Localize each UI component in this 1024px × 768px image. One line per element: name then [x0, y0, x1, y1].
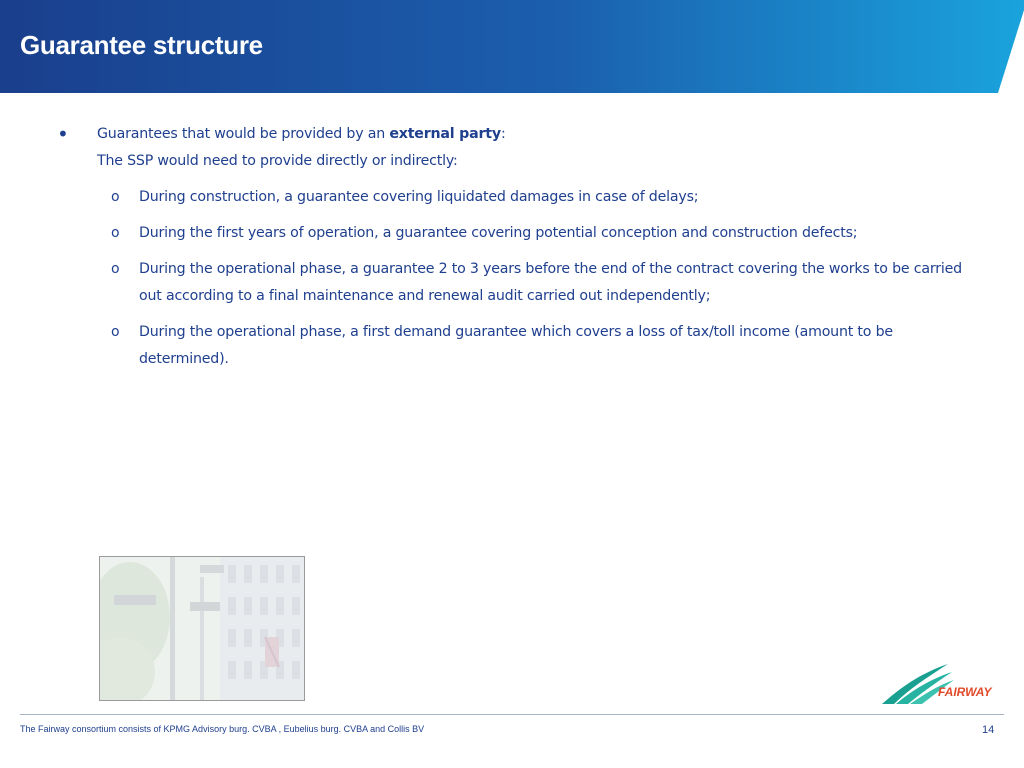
- fairway-swoosh-icon: [878, 660, 996, 708]
- sub-item-1: During construction, a guarantee covering liquidated damages in case of delays;: [139, 189, 699, 205]
- intro-prefix: Guarantees that would be provided by an: [97, 126, 390, 142]
- sub-marker: o: [111, 225, 120, 241]
- sub-item-2: During the first years of operation, a guarantee covering potential conception and construction defects;: [139, 225, 858, 241]
- footer-divider: [20, 714, 1004, 715]
- logo-text: FAIRWAY: [938, 685, 992, 699]
- sub-marker: o: [111, 189, 120, 205]
- intro-line-2: The SSP would need to provide directly or indirectly:: [97, 153, 458, 169]
- footer-text: The Fairway consortium consists of KPMG Advisory burg. CVBA , Eubelius burg. CVBA and Collis BV: [20, 724, 425, 734]
- sub-marker: o: [111, 261, 120, 277]
- sub-item-4-line-2: determined).: [139, 351, 229, 367]
- sub-marker: o: [111, 324, 120, 340]
- sub-item-3-line-1: During the operational phase, a guarantee 2 to 3 years before the end of the contract covering the works to be carried: [139, 261, 962, 277]
- fairway-logo: [878, 660, 996, 708]
- header-banner: [0, 0, 1024, 93]
- page-title: Guarantee structure: [20, 30, 263, 60]
- sub-item-4-line-1: During the operational phase, a first demand guarantee which covers a loss of tax/toll income (amount to be: [139, 324, 893, 340]
- intro-line: [97, 126, 506, 142]
- bullet-marker: •: [57, 122, 69, 146]
- page-number: 14: [982, 724, 995, 736]
- intro-suffix: :: [500, 126, 506, 142]
- decorative-photo: [99, 556, 305, 701]
- sub-item-3-line-2: out according to a final maintenance and renewal audit carried out independently;: [139, 288, 711, 304]
- street-photo-image: [100, 557, 304, 700]
- intro-bold: external party: [389, 126, 501, 142]
